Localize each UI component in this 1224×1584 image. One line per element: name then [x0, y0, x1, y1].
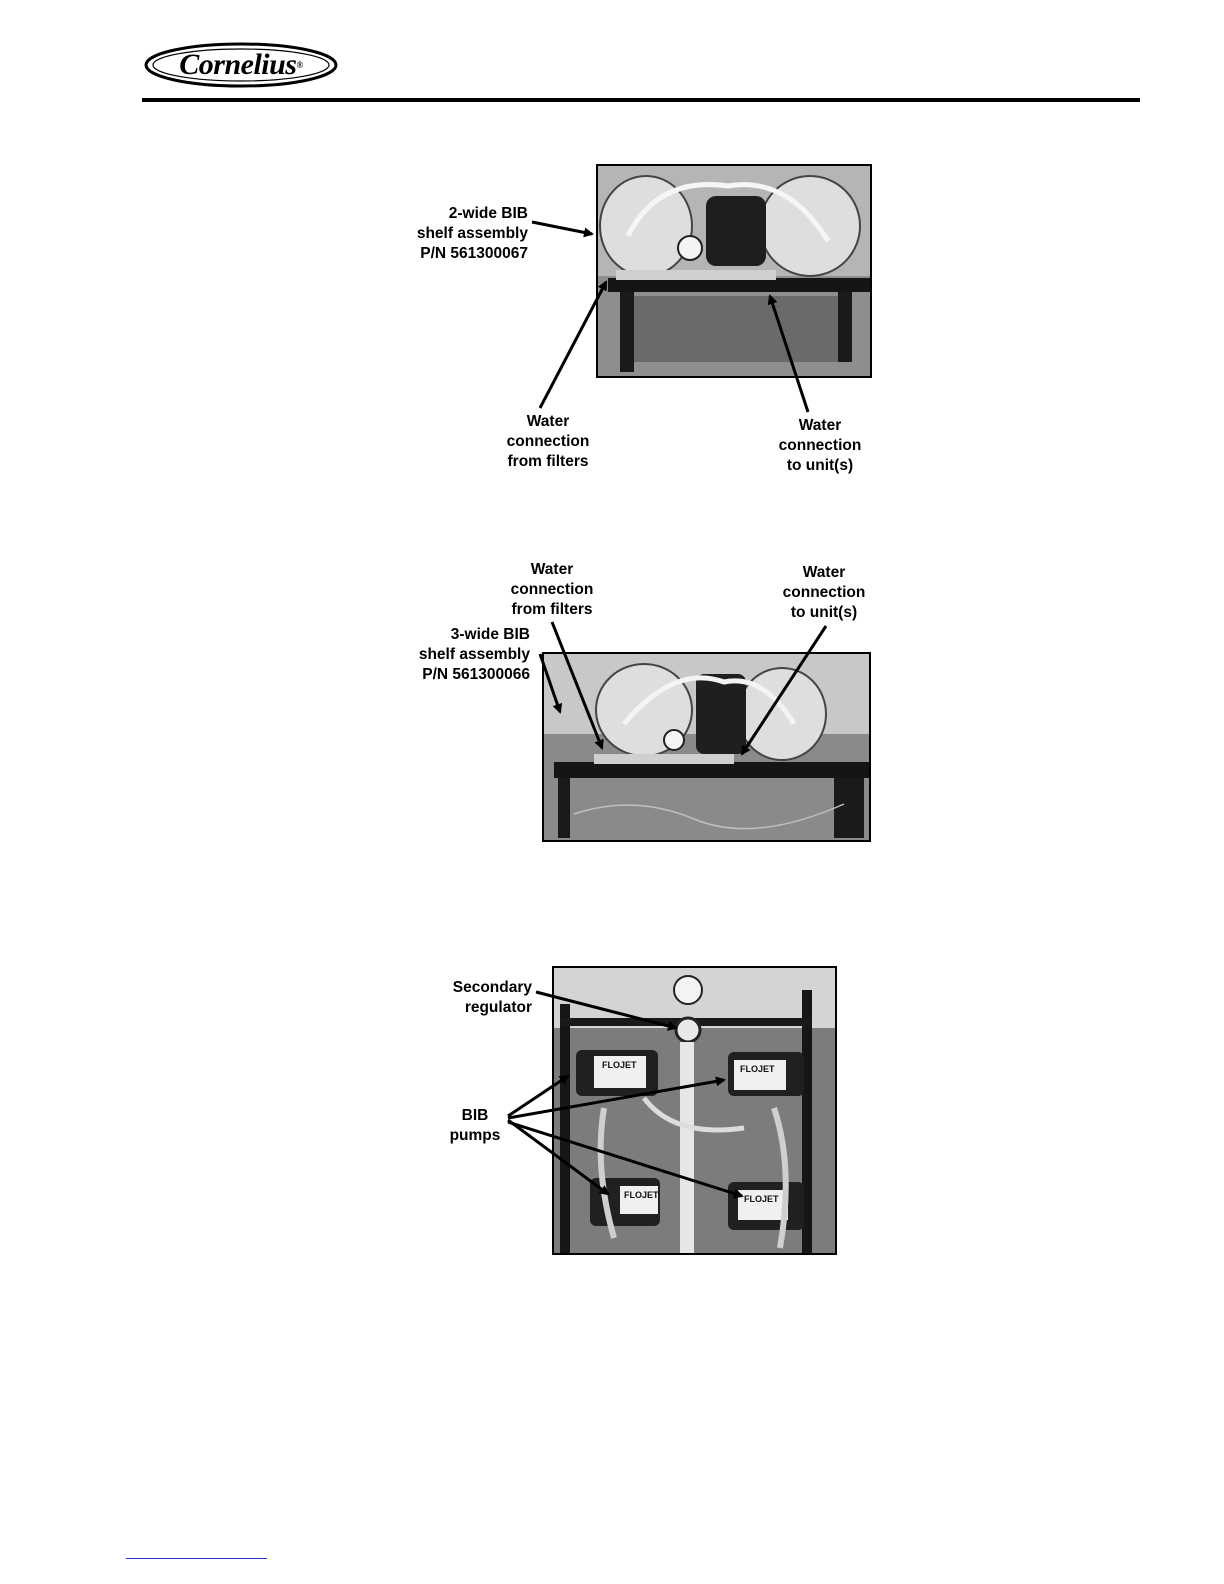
footer-link-underline[interactable] — [126, 1558, 267, 1559]
fig2-shelf-label: 3-wide BIB shelf assembly P/N 561300066 — [418, 626, 530, 683]
fig1-from-filters-arrow — [540, 282, 606, 408]
fig1-to-units-label: Water connection to unit(s) — [778, 417, 862, 474]
fig3-regulator-arrow — [536, 992, 676, 1028]
pump-brand-3: FLOJET — [624, 1190, 659, 1200]
logo-registered-mark: ® — [296, 60, 303, 70]
fig2-to-units-arrow — [742, 626, 826, 754]
fig1-shelf-label: 2-wide BIB shelf assembly P/N 561300067 — [416, 205, 528, 262]
fig3-pump-arrow-2 — [508, 1080, 724, 1118]
pump-brand-4: FLOJET — [744, 1194, 779, 1204]
fig2-from-filters-label: Water connection from filters — [510, 561, 594, 618]
fig2-from-filters-arrow — [552, 622, 602, 748]
fig1-shelf-arrow — [532, 222, 592, 234]
logo-brand-text: Cornelius — [179, 48, 297, 81]
fig1-to-units-arrow — [770, 296, 808, 412]
fig3-pump-arrow-4 — [508, 1122, 742, 1196]
fig1-from-filters-label: Water connection from filters — [506, 413, 590, 470]
fig3-pumps-label: BIB pumps — [449, 1107, 501, 1144]
fig3-regulator-label: Secondary regulator — [452, 979, 532, 1016]
fig3-pump-arrow-3 — [508, 1120, 608, 1194]
fig2-shelf-arrow — [540, 654, 560, 712]
pump-brand-2: FLOJET — [740, 1064, 775, 1074]
pump-brand-1: FLOJET — [602, 1060, 637, 1070]
fig2-to-units-label: Water connection to unit(s) — [782, 564, 866, 621]
